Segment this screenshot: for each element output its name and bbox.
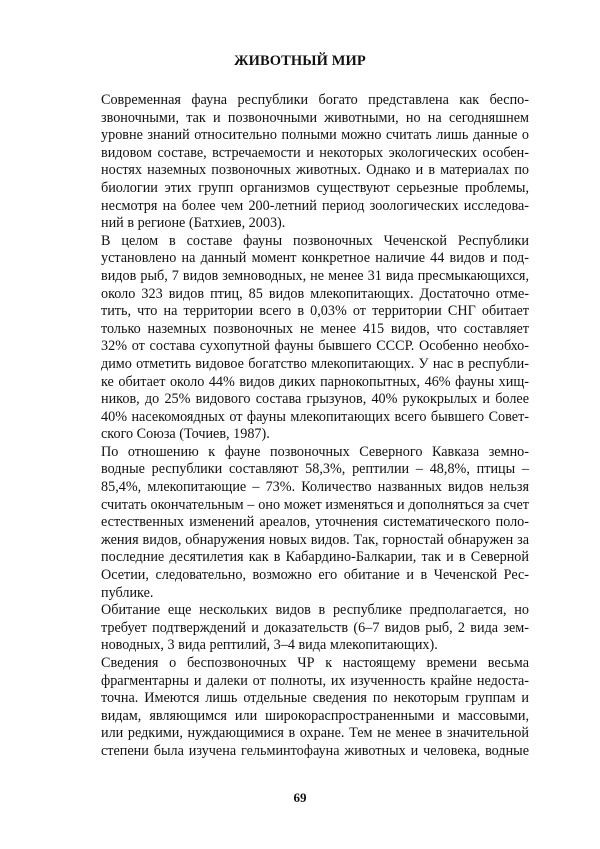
- body-text: [71, 92, 529, 761]
- text-line: ников, до 25% видового состава грызунов, 40% рукокрылых и более: [101, 391, 529, 408]
- paragraph-5: [71, 655, 529, 761]
- text-line: Сведения о беспозвоночных ЧР к настоящему времени весьма: [101, 655, 529, 671]
- text-line: установлено на данный момент конкретное наличие 44 видов и под-: [101, 250, 529, 267]
- text-line: только наземных позвоночных не менее 415 видов, что составляет: [101, 320, 529, 337]
- text-line: водные республики составляют 58,3%, рептилии – 48,8%, птицы –: [101, 461, 529, 478]
- text-line: По отношению к фауне позвоночных Северного Кавказа земно-: [101, 443, 529, 460]
- text-line: ке обитает около 44% видов диких парнокопытных, 46% фауны хищ-: [101, 373, 529, 390]
- text-line: звоночными, так и позвоночными животными, но на сегодняшнем: [101, 109, 529, 126]
- text-line: публике.: [101, 584, 154, 601]
- text-line: степени была изучена гельминтофауна животных и человека, водные: [101, 742, 529, 759]
- text-line: биологии этих групп организмов существуют серьезные проблемы,: [101, 179, 529, 196]
- document-page: [71, 52, 529, 832]
- text-line: ностях наземных позвоночных животных. Однако и в материалах по: [101, 162, 529, 179]
- text-line: ского Союза (Точиев, 1987).: [101, 426, 270, 443]
- text-line: считать окончательным – оно может изменяться и дополняться за счет: [101, 496, 529, 513]
- paragraph-2: [71, 233, 529, 444]
- text-line: уровне знаний относительно полными можно считать лишь данные о: [101, 127, 529, 144]
- text-line: последние десятилетия как в Кабардино-Балкарии, так и в Северной: [101, 549, 529, 566]
- text-line: В целом в составе фауны позвоночных Чеченской Республики: [101, 232, 529, 249]
- text-line: естественных изменений ареалов, уточнения систематического поло-: [101, 514, 529, 531]
- text-line: видов рыб, 7 видов земноводных, не менее 31 вида пресмыкающихся,: [101, 267, 529, 284]
- text-line: новодных, 3 вида рептилий, 3–4 вида млекопитающих).: [101, 637, 438, 654]
- text-line: тить, что на территории всего в 0,03% от территории СНГ обитает: [101, 303, 529, 320]
- text-line: фрагментарны и далеки от полноты, их изученность крайне недоста-: [101, 672, 529, 689]
- text-line: видам, являющимся или широкораспространенными и массовыми,: [101, 707, 529, 724]
- text-line: Современная фауна республики богато представлена как беспо-: [101, 92, 529, 108]
- paragraph-1: [71, 92, 529, 233]
- text-line: около 323 видов птиц, 85 видов млекопитающих. Достаточно отме-: [101, 285, 529, 302]
- page-title: ЖИВОТНЫЙ МИР: [234, 53, 366, 69]
- text-line: требует подтверждений и доказательств (6–7 видов рыб, 2 вида зем-: [101, 619, 529, 636]
- text-line: димо отметить видовое богатство млекопитающих. У нас в республи-: [101, 355, 529, 372]
- paragraph-3: [71, 444, 529, 602]
- text-line: жения видов, обнаружения новых видов. Так, горностай обнаружен за: [101, 531, 529, 548]
- text-line: точна. Имеются лишь отдельные сведения по некоторым группам и: [101, 690, 529, 707]
- text-line: 32% от состава сухопутной фауны бывшего СССР. Особенно необхо-: [101, 338, 529, 355]
- text-line: Обитание еще нескольких видов в республике предполагается, но: [101, 602, 529, 619]
- text-line: несмотря на более чем 200-летний период зоологических исследова-: [101, 197, 529, 214]
- text-line: Осетии, следовательно, возможно его обитание и в Чеченской Рес-: [101, 567, 529, 584]
- paragraph-4: [71, 602, 529, 655]
- text-line: или редкими, нуждающимися в охране. Тем не менее в значительной: [101, 725, 529, 742]
- text-line: 85,4%, млекопитающие – 73%. Количество названных видов нельзя: [101, 479, 529, 496]
- text-line: видовом составе, встречаемости и некоторых экологических особен-: [101, 144, 529, 161]
- text-line: ний в регионе (Батхиев, 2003).: [101, 215, 286, 232]
- text-line: 40% насекомоядных от фауны млекопитающих всего бывшего Совет-: [101, 408, 529, 425]
- page-number: 69: [293, 790, 307, 805]
